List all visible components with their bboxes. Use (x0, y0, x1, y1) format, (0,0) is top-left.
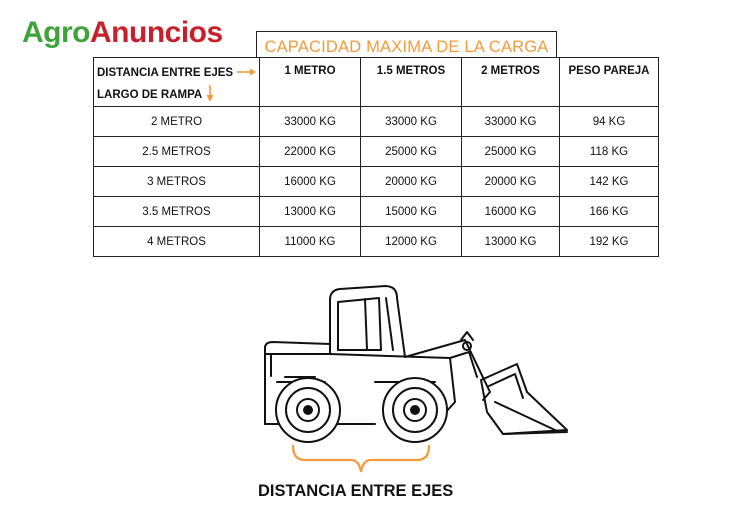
capacity-table-title: CAPACIDAD MAXIMA DE LA CARGA (256, 31, 557, 58)
capacity-cell: 20000 KG (361, 167, 462, 197)
capacity-cell: 33000 KG (361, 107, 462, 137)
logo-part-anuncios: Anuncios (90, 16, 223, 49)
table-row (94, 227, 659, 257)
ramp-length-cell: 2.5 METROS (94, 137, 260, 167)
capacity-cell: 13000 KG (260, 197, 361, 227)
capacity-table (93, 57, 659, 257)
axis-header-line (97, 62, 259, 84)
table-header-row (94, 58, 659, 107)
wheel-loader-icon (255, 282, 575, 477)
illustration-caption: DISTANCIA ENTRE EJES (258, 482, 454, 500)
capacity-cell: 15000 KG (361, 197, 462, 227)
arrow-right-icon (237, 67, 256, 79)
brace-icon (293, 446, 429, 472)
ramp-header-line (97, 84, 259, 106)
table-row (94, 137, 659, 167)
table-row (94, 167, 659, 197)
table-row (94, 197, 659, 227)
column-header: 2 METROS (462, 58, 560, 107)
pair-weight-cell: 192 KG (560, 227, 659, 257)
logo-part-agro: Agro (22, 16, 90, 49)
ramp-length-cell: 3 METROS (94, 167, 260, 197)
ramp-length-cell: 3.5 METROS (94, 197, 260, 227)
capacity-cell: 20000 KG (462, 167, 560, 197)
ramp-header-label: LARGO DE RAMPA (97, 89, 203, 101)
capacity-cell: 12000 KG (361, 227, 462, 257)
axis-header-label: DISTANCIA ENTRE EJES (97, 67, 234, 79)
capacity-cell: 16000 KG (260, 167, 361, 197)
table-row (94, 107, 659, 137)
pair-weight-cell: 166 KG (560, 197, 659, 227)
pair-weight-cell: 94 KG (560, 107, 659, 137)
capacity-cell: 33000 KG (462, 107, 560, 137)
pair-weight-cell: 142 KG (560, 167, 659, 197)
capacity-cell: 13000 KG (462, 227, 560, 257)
arrow-down-icon (206, 85, 214, 105)
ramp-length-cell: 4 METROS (94, 227, 260, 257)
capacity-cell: 25000 KG (361, 137, 462, 167)
capacity-cell: 25000 KG (462, 137, 560, 167)
capacity-cell: 22000 KG (260, 137, 361, 167)
capacity-cell: 16000 KG (462, 197, 560, 227)
row-header-cell (94, 58, 260, 107)
capacity-cell: 33000 KG (260, 107, 361, 137)
column-header: 1.5 METROS (361, 58, 462, 107)
column-header: PESO PAREJA (560, 58, 659, 107)
column-header: 1 METRO (260, 58, 361, 107)
capacity-cell: 11000 KG (260, 227, 361, 257)
pair-weight-cell: 118 KG (560, 137, 659, 167)
agroanuncios-logo[interactable] (22, 16, 223, 50)
ramp-length-cell: 2 METRO (94, 107, 260, 137)
